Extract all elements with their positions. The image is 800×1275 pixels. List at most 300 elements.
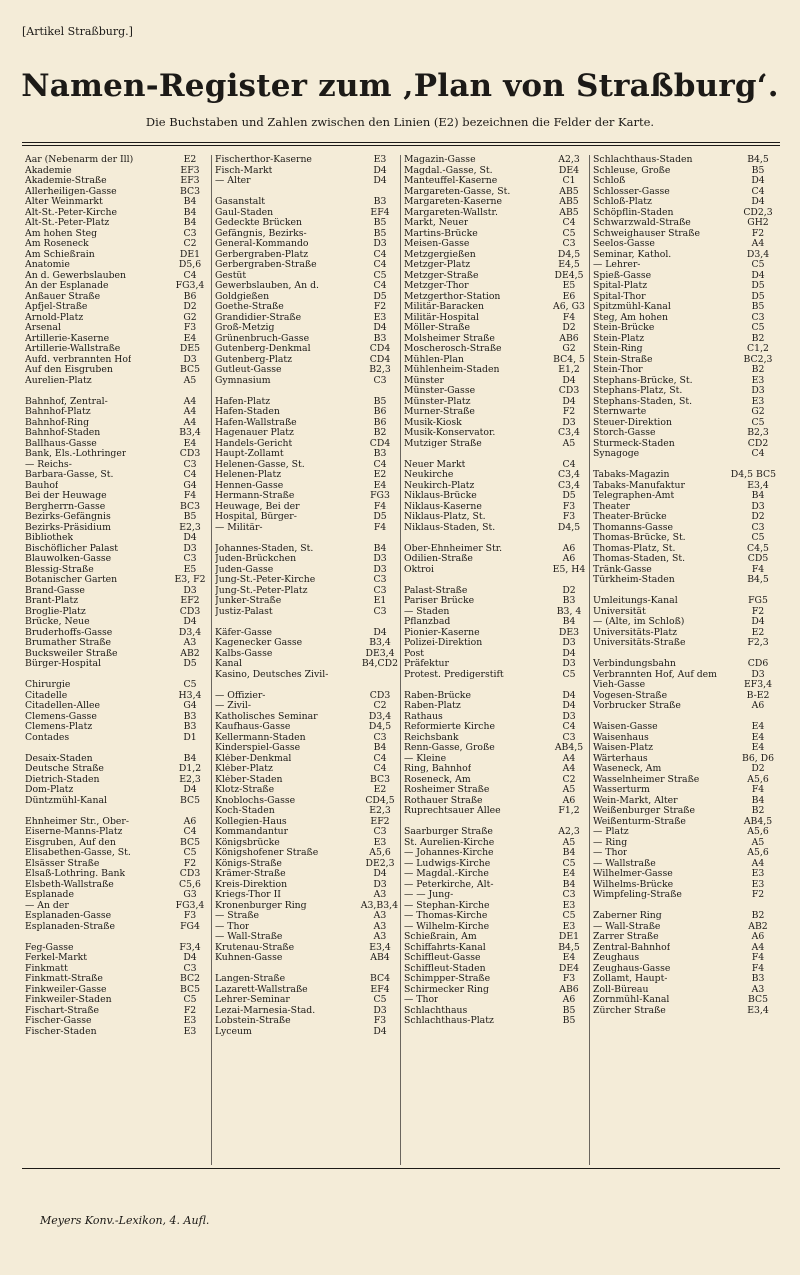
- register-entry: [590, 911, 779, 922]
- entry-grid-ref: D4: [373, 322, 387, 333]
- entry-grid-ref: B3: [183, 710, 197, 722]
- entry-name: Neuer Markt: [404, 459, 466, 470]
- entry-name: — Kleine: [404, 753, 447, 764]
- entry-name: Tabaks-Magazin: [593, 470, 670, 480]
- entry-grid-ref: C5: [183, 847, 197, 858]
- entry-grid-ref: D4,5 BC5: [730, 469, 776, 480]
- entry-name: Aufd. verbrannten Hof: [25, 354, 132, 365]
- entry-name: Umleitungs-Kanal: [593, 596, 678, 606]
- entry-grid-ref: E4: [751, 731, 765, 743]
- entry-name: Kléber-Denkmal: [215, 753, 292, 764]
- entry-name: Militär-Baracken: [404, 302, 484, 312]
- register-entry: [22, 764, 211, 775]
- register-entry: [212, 764, 401, 775]
- register-entry: [212, 376, 401, 387]
- entry-name: Niklaus-Platz, St.: [404, 512, 486, 522]
- entry-name: Metzger-Thor: [404, 281, 469, 291]
- entry-name: — Stephan-Kirche: [404, 900, 490, 911]
- entry-grid-ref: G2: [751, 406, 765, 417]
- register-entry: [401, 155, 590, 166]
- entry-name: Zollamt, Haupt-: [593, 974, 668, 984]
- group-spacer: [590, 712, 779, 723]
- register-entry: [212, 281, 401, 292]
- entry-name: — Wall-Straße: [593, 921, 661, 932]
- entry-grid-ref: F4: [373, 521, 387, 533]
- entry-grid-ref: B4: [183, 752, 197, 764]
- register-entry: [590, 859, 779, 870]
- register-entry: [22, 397, 211, 408]
- entry-grid-ref: E3: [373, 311, 387, 323]
- entry-grid-ref: B2,3: [369, 364, 391, 375]
- entry-name: Polizei-Direktion: [404, 638, 483, 648]
- entry-name: Alt-St.-Peter-Platz: [25, 218, 110, 228]
- register-entry: [401, 565, 590, 576]
- entry-name: — Thor: [404, 995, 439, 1005]
- entry-name: Am Roseneck: [25, 239, 89, 249]
- register-entry: [212, 659, 401, 670]
- register-entry: [590, 533, 779, 544]
- entry-name: Bei der Heuwage: [25, 491, 107, 501]
- entry-grid-ref: D3: [183, 584, 197, 596]
- register-entry: [212, 827, 401, 838]
- entry-name: Zentral-Bahnhof: [593, 942, 671, 953]
- entry-grid-ref: F2,3: [747, 637, 769, 648]
- entry-name: Barbara-Gasse, St.: [25, 470, 114, 480]
- entry-name: Bergherrn-Gasse: [25, 501, 106, 512]
- entry-grid-ref: F4: [751, 962, 765, 974]
- entry-grid-ref: C3: [373, 374, 387, 386]
- entry-name: Bezirks-Gefängnis: [25, 512, 111, 522]
- entry-name: Schöpflin-Staden: [593, 207, 674, 218]
- entry-name: Hennen-Gasse: [215, 480, 284, 491]
- entry-grid-ref: D3,4: [368, 710, 392, 722]
- entry-grid-ref: C3: [373, 731, 387, 743]
- entry-grid-ref: E2: [373, 784, 387, 795]
- entry-grid-ref: C5: [751, 532, 765, 543]
- register-entry: [212, 365, 401, 376]
- entry-grid-ref: C5: [751, 322, 765, 333]
- entry-name: Bahnhof-Ring: [25, 417, 90, 428]
- entry-name: Schirmecker Ring: [404, 984, 489, 995]
- register-entry: [22, 1016, 211, 1027]
- entry-name: Universitäts-Platz: [593, 627, 678, 638]
- register-entry: [401, 260, 590, 271]
- entry-grid-ref: C4: [183, 469, 197, 480]
- entry-name: Wimpfeling-Straße: [593, 890, 682, 900]
- entry-name: Schloß: [593, 176, 626, 186]
- entry-name: Spital-Thor: [593, 291, 646, 302]
- group-spacer: [401, 680, 590, 691]
- register-entry: [590, 880, 779, 891]
- register-entry: [590, 449, 779, 460]
- entry-name: Münster-Platz: [404, 396, 471, 407]
- register-entry: [22, 344, 211, 355]
- entry-name: Molsheimer Straße: [404, 333, 495, 344]
- entry-grid-ref: C4: [373, 259, 387, 270]
- entry-name: Zürcher Straße: [593, 1005, 666, 1016]
- entry-grid-ref: A5: [562, 437, 576, 449]
- entry-name: Thomas-Brücke, St.: [593, 533, 686, 543]
- entry-grid-ref: GH2: [747, 217, 769, 228]
- register-entry: [590, 575, 779, 586]
- entry-name: Anatomie: [25, 260, 70, 270]
- entry-name: Akademie: [25, 165, 72, 176]
- entry-grid-ref: B6: [183, 290, 197, 302]
- register-entry: [22, 428, 211, 439]
- register-entry: [590, 302, 779, 313]
- register-entry: [590, 659, 779, 670]
- register-entry: [22, 911, 211, 922]
- entry-name: Knoblochs-Gasse: [215, 795, 296, 806]
- entry-grid-ref: CD2,3: [743, 206, 773, 218]
- entry-name: Schloß-Platz: [593, 197, 652, 207]
- entry-grid-ref: C3: [562, 731, 576, 743]
- entry-grid-ref: D4: [373, 175, 387, 186]
- register-entry: [401, 491, 590, 502]
- entry-name: Wilhelmer-Gasse: [593, 869, 673, 879]
- entry-grid-ref: C1: [562, 175, 576, 186]
- register-entry: [22, 323, 211, 334]
- entry-grid-ref: E1: [373, 595, 387, 606]
- entry-name: Grandidier-Straße: [215, 312, 302, 323]
- entry-grid-ref: E4: [562, 868, 576, 879]
- entry-grid-ref: C5: [562, 227, 576, 239]
- entry-name: Münster-Gasse: [404, 386, 476, 396]
- entry-grid-ref: C4: [562, 721, 576, 732]
- entry-grid-ref: B3: [373, 332, 387, 344]
- entry-name: Synagoge: [593, 449, 640, 459]
- entry-name: Wilhelms-Brücke: [593, 879, 674, 890]
- register-entry: [212, 953, 401, 964]
- register-entry: [401, 439, 590, 450]
- register-entry: [212, 470, 401, 481]
- entry-grid-ref: AB4,5: [743, 815, 773, 827]
- entry-name: Gestüt: [215, 270, 247, 281]
- entry-name: Johannes-Staden, St.: [215, 543, 314, 554]
- entry-name: — Johannes-Kirche: [404, 848, 494, 858]
- register-entry: [212, 733, 401, 744]
- entry-grid-ref: F4: [373, 500, 387, 512]
- entry-grid-ref: A3: [373, 889, 387, 900]
- entry-grid-ref: C4,5: [747, 542, 769, 554]
- register-entry: [212, 995, 401, 1006]
- entry-grid-ref: A6: [562, 994, 576, 1005]
- entry-name: Neukirche: [404, 470, 454, 480]
- entry-grid-ref: EF4: [370, 206, 390, 218]
- entry-name: — Zivil-: [215, 701, 252, 711]
- entry-name: Juden-Brückchen: [215, 554, 297, 564]
- register-entry: [401, 554, 590, 565]
- register-entry: [22, 502, 211, 513]
- entry-name: Gymnasium: [215, 375, 271, 386]
- register-entry: [590, 554, 779, 565]
- entry-grid-ref: BC5: [179, 836, 201, 848]
- entry-grid-ref: C3,4: [558, 479, 580, 491]
- register-entry: [590, 617, 779, 628]
- entry-name: Broglie-Platz: [25, 606, 86, 617]
- register-entry: [22, 376, 211, 387]
- entry-name: Gerbergraben-Platz: [215, 249, 309, 260]
- entry-grid-ref: C4: [373, 458, 387, 470]
- entry-grid-ref: B6: [373, 416, 387, 428]
- entry-name: Kreis-Direktion: [215, 879, 288, 890]
- register-entry: [212, 670, 401, 681]
- entry-grid-ref: B2,3: [747, 427, 769, 438]
- entry-name: Feg-Gasse: [25, 942, 74, 953]
- entry-name: Blessig-Straße: [25, 564, 94, 575]
- entry-grid-ref: C5: [183, 994, 197, 1005]
- entry-name: — Magdal.-Kirche: [404, 869, 489, 879]
- entry-grid-ref: BC5: [179, 364, 201, 375]
- entry-name: Raben-Brücke: [404, 690, 471, 701]
- entry-name: Kommandantur: [215, 827, 289, 837]
- entry-name: Alt-St.-Peter-Kirche: [25, 207, 117, 218]
- entry-name: Hagenauer Platz: [215, 428, 294, 438]
- register-entry: [590, 281, 779, 292]
- entry-grid-ref: C3: [183, 227, 197, 239]
- group-spacer: [212, 533, 401, 544]
- entry-name: Lezai-Marnesia-Stad.: [215, 1005, 316, 1016]
- entry-grid-ref: E3,4: [369, 941, 391, 953]
- entry-name: Magazin-Gasse: [404, 155, 476, 165]
- entry-name: Theater-Brücke: [593, 512, 667, 522]
- register-entry: [590, 848, 779, 859]
- register-entry: [212, 638, 401, 649]
- entry-name: Grünenbruch-Gasse: [215, 333, 310, 344]
- entry-grid-ref: F2: [183, 1004, 197, 1016]
- register-entry: [212, 785, 401, 796]
- entry-name: Markt, Neuer: [404, 218, 469, 228]
- entry-name: Fischer-Staden: [25, 1026, 97, 1037]
- register-entry: [401, 932, 590, 943]
- entry-name: Apfjel-Straße: [25, 302, 88, 312]
- entry-grid-ref: C1,2: [747, 343, 769, 354]
- entry-grid-ref: C3,4: [558, 469, 580, 480]
- entry-name: Metzger-Platz: [404, 260, 471, 270]
- entry-name: Alter Weinmarkt: [25, 197, 103, 207]
- group-spacer: [22, 386, 211, 397]
- entry-grid-ref: AB5: [559, 185, 579, 197]
- entry-grid-ref: B6, D6: [741, 752, 775, 764]
- entry-grid-ref: D5: [751, 280, 765, 291]
- entry-grid-ref: AB6: [559, 332, 579, 344]
- entry-grid-ref: E3: [751, 878, 765, 890]
- register-entry: [212, 743, 401, 754]
- entry-grid-ref: E3: [373, 836, 387, 848]
- entry-grid-ref: E4: [183, 437, 197, 449]
- entry-grid-ref: EF3: [180, 175, 200, 186]
- entry-grid-ref: B5: [751, 164, 765, 176]
- entry-name: Kaufhaus-Gasse: [215, 722, 291, 732]
- register-entry: [590, 355, 779, 366]
- entry-name: Margareten-Kaserne: [404, 197, 503, 207]
- entry-grid-ref: F4: [751, 952, 765, 963]
- register-entry: [401, 985, 590, 996]
- register-entry: [401, 764, 590, 775]
- register-entry: [590, 176, 779, 187]
- entry-name: Elsaß-Lothring. Bank: [25, 869, 126, 879]
- entry-grid-ref: B4: [562, 616, 576, 627]
- entry-grid-ref: D4: [373, 868, 387, 879]
- entry-grid-ref: D5,6: [178, 259, 202, 270]
- entry-grid-ref: D4: [751, 175, 765, 186]
- entry-name: Rosheimer Straße: [404, 785, 490, 795]
- entry-grid-ref: B5: [373, 217, 387, 228]
- entry-grid-ref: F2: [562, 406, 576, 417]
- entry-grid-ref: E3: [751, 868, 765, 879]
- entry-name: Hafen-Platz: [215, 396, 271, 407]
- entry-name: Schlachthaus: [404, 1005, 468, 1016]
- register-entry: [22, 575, 211, 586]
- register-entry: [590, 596, 779, 607]
- entry-grid-ref: D4: [562, 395, 576, 407]
- entry-name: Wasselnheimer Straße: [593, 774, 700, 785]
- group-spacer: [22, 743, 211, 754]
- register-entry: [590, 428, 779, 439]
- register-entry: [212, 1006, 401, 1017]
- register-entry: [212, 260, 401, 271]
- entry-name: Kronenburger Ring: [215, 900, 307, 911]
- entry-name: Ring, Bahnhof: [404, 764, 472, 774]
- entry-name: Niklaus-Brücke: [404, 491, 477, 501]
- entry-grid-ref: C4: [373, 280, 387, 291]
- entry-grid-ref: B5: [751, 301, 765, 312]
- entry-grid-ref: C5,6: [179, 878, 201, 890]
- entry-name: Deutsche Straße: [25, 764, 104, 774]
- entry-name: Thomas-Staden, St.: [593, 554, 686, 564]
- register-entry: [401, 859, 590, 870]
- register-entry: [401, 586, 590, 597]
- entry-name: Kriegs-Thor II: [215, 890, 281, 900]
- register-entry: [590, 680, 779, 691]
- entry-grid-ref: DE5: [179, 343, 201, 354]
- entry-grid-ref: C4: [751, 448, 765, 459]
- entry-grid-ref: D3: [183, 542, 197, 554]
- entry-name: Bezirks-Präsidium: [25, 522, 111, 533]
- register-entry: [401, 512, 590, 523]
- entry-grid-ref: D3: [562, 416, 576, 428]
- entry-name: Sternwarte: [593, 407, 647, 417]
- entry-grid-ref: DE1: [558, 931, 580, 942]
- register-entry: [212, 890, 401, 901]
- entry-grid-ref: C4: [751, 185, 765, 197]
- register-entry: [212, 460, 401, 471]
- register-entry: [590, 775, 779, 786]
- entry-name: Bahnhof-Staden: [25, 428, 101, 438]
- entry-name: Schiffleut-Gasse: [404, 953, 481, 963]
- register-entry: [22, 512, 211, 523]
- register-entry: [401, 806, 590, 817]
- register-entry: [590, 260, 779, 271]
- entry-grid-ref: D3: [373, 238, 387, 249]
- register-entry: [212, 491, 401, 502]
- entry-name: Neukirch-Platz: [404, 480, 475, 491]
- register-entry: [212, 155, 401, 166]
- entry-grid-ref: CD4,5: [365, 794, 395, 806]
- entry-grid-ref: C5: [562, 668, 576, 680]
- entry-name: Waisenhaus: [593, 732, 649, 743]
- entry-grid-ref: A2,3: [558, 826, 580, 837]
- entry-name: Lehrer-Seminar: [215, 995, 290, 1005]
- entry-name: — Offizier-: [215, 690, 266, 701]
- entry-name: Waseneck, Am: [593, 764, 662, 774]
- entry-name: Möller-Straße: [404, 323, 470, 333]
- entry-name: Am Schießrain: [25, 249, 95, 260]
- register-entry: [590, 365, 779, 376]
- entry-grid-ref: A3: [373, 920, 387, 932]
- register-entry: [22, 313, 211, 324]
- entry-grid-ref: BC5: [747, 994, 769, 1005]
- entry-grid-ref: BC5: [179, 983, 201, 995]
- entry-name: Helenen-Platz: [215, 470, 282, 480]
- entry-grid-ref: F3: [183, 910, 197, 921]
- entry-grid-ref: B5: [183, 511, 197, 522]
- register-column-2: [211, 155, 401, 1165]
- register-entry: [590, 796, 779, 807]
- entry-grid-ref: B4,5: [558, 941, 580, 953]
- register-entry: [401, 596, 590, 607]
- register-entry: [22, 638, 211, 649]
- register-entry: [212, 901, 401, 912]
- entry-name: — Platz: [593, 827, 629, 837]
- entry-name: — Peterkirche, Alt-: [404, 879, 494, 890]
- entry-name: Jung-St.-Peter-Platz: [215, 585, 308, 596]
- register-entry: [401, 1006, 590, 1017]
- entry-name: Verbindungsbahn: [593, 659, 676, 669]
- entry-grid-ref: A5: [562, 784, 576, 795]
- entry-name: Musik-Konservator.: [404, 428, 496, 438]
- register-entry: [212, 922, 401, 933]
- entry-grid-ref: E5: [562, 280, 576, 291]
- entry-grid-ref: D3: [751, 500, 765, 512]
- entry-name: Weißenburger Straße: [593, 806, 696, 816]
- entry-grid-ref: E2: [183, 155, 197, 165]
- footer-source: Meyers Konv.-Lexikon, 4. Aufl.: [40, 1214, 210, 1227]
- entry-name: Clemens-Platz: [25, 722, 93, 732]
- register-entry: [590, 229, 779, 240]
- entry-grid-ref: D2: [562, 584, 576, 596]
- entry-grid-ref: A5,6: [747, 847, 769, 858]
- entry-name: Spieß-Gasse: [593, 270, 652, 281]
- register-entry: [22, 785, 211, 796]
- entry-name: Kinderspiel-Gasse: [215, 743, 301, 753]
- entry-name: Theater: [593, 501, 630, 512]
- entry-name: Aar (Nebenarm der Ill): [25, 155, 134, 165]
- entry-grid-ref: DE4,5: [554, 269, 584, 281]
- entry-name: Klotz-Straße: [215, 785, 275, 795]
- register-entry: [22, 491, 211, 502]
- entry-grid-ref: FG3,4: [175, 280, 205, 291]
- entry-name: Bank, Els.-Lothringer: [25, 449, 127, 459]
- entry-name: Groß-Metzig: [215, 323, 275, 333]
- entry-grid-ref: E3: [183, 1025, 197, 1037]
- entry-grid-ref: E3: [562, 920, 576, 932]
- entry-grid-ref: A3,B3,4: [360, 899, 398, 911]
- entry-grid-ref: E3,4: [747, 1004, 769, 1016]
- entry-grid-ref: BC3: [179, 185, 201, 197]
- entry-grid-ref: C3: [183, 553, 197, 564]
- entry-name: Stein-Platz: [593, 333, 645, 344]
- entry-grid-ref: DE1: [179, 248, 201, 260]
- register-entry: [212, 596, 401, 607]
- entry-grid-ref: A3: [183, 637, 197, 648]
- entry-name: Goldgießen: [215, 291, 270, 302]
- group-spacer: [590, 901, 779, 912]
- register-entry: [212, 848, 401, 859]
- entry-name: Palast-Straße: [404, 585, 468, 596]
- entry-grid-ref: F2: [751, 605, 765, 617]
- entry-name: Citadelle: [25, 690, 68, 701]
